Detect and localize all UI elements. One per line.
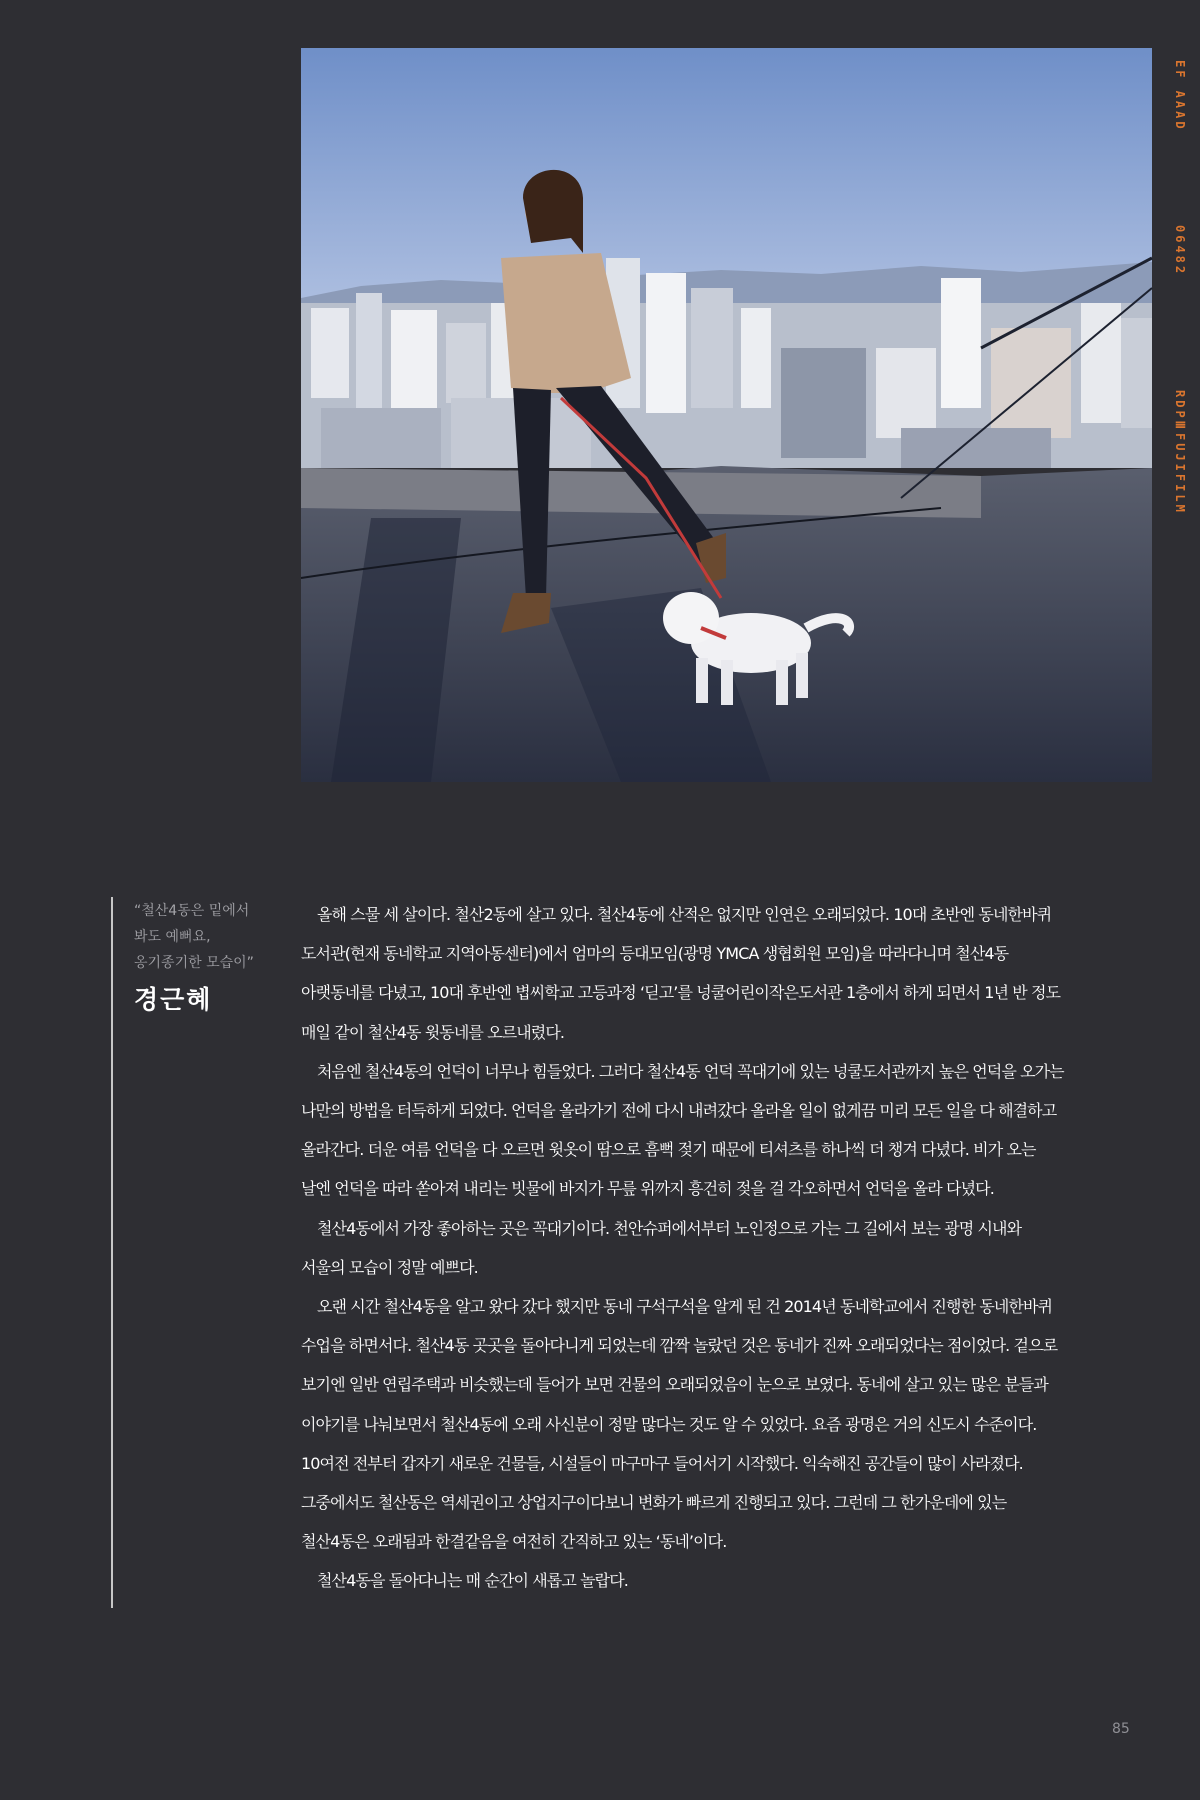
- film-frame-number: 06482: [1173, 225, 1187, 277]
- article-line: 철산4동에서 가장 좋아하는 곳은 꼭대기이다. 천안슈퍼에서부터 노인정으로 가는 그 길에서 보는 광명 시내와: [317, 1218, 1022, 1238]
- article-line: 나만의 방법을 터득하게 되었다. 언덕을 올라가기 전에 다시 내려갔다 올라올 일이 없게끔 미리 모든 일을 다 해결하고: [301, 1101, 1057, 1121]
- article-line: 철산4동은 오래됨과 한결같음을 여전히 간직하고 있는 ‘동네’이다.: [301, 1532, 727, 1552]
- article-line: 오랜 시간 철산4동을 알고 왔다 갔다 했지만 동네 구석구석을 알게 된 건 2014년 동네학교에서 진행한 동네한바퀴: [317, 1297, 1053, 1317]
- article-line: 처음엔 철산4동의 언덕이 너무나 힘들었다. 그러다 철산4동 언덕 꼭대기에 있는 넝쿨도서관까지 높은 언덕을 오가는: [317, 1061, 1064, 1081]
- article-body: [301, 895, 1156, 1601]
- film-brand: FUJIFILM: [1173, 433, 1187, 515]
- article-line: 10여전 전부터 갑자기 새로운 건물들, 시설들이 마구마구 들어서기 시작했다. 익숙해진 공간들이 많이 사라졌다.: [301, 1453, 1023, 1473]
- page-number: 85: [1112, 1721, 1130, 1737]
- article-paragraph: [301, 1287, 1156, 1561]
- photo-city-skyline: [301, 258, 1152, 468]
- article-paragraph: [301, 895, 1156, 1052]
- side-rule: [111, 897, 113, 1608]
- article-line: 올라간다. 더운 여름 언덕을 다 오르면 윗옷이 땀으로 흠뻑 젖기 때문에 티셔츠를 하나씩 더 챙겨 다녔다. 비가 오는: [301, 1140, 1036, 1160]
- pull-quote-line: 봐도 예뻐요,: [134, 929, 211, 945]
- article-line: 서울의 모습이 정말 예쁘다.: [301, 1257, 478, 1277]
- article-paragraph: [301, 1052, 1156, 1209]
- article-line: 보기엔 일반 연립주택과 비슷했는데 들어가 보면 건물의 오래되었음이 눈으로 보였다. 동네에 살고 있는 많은 분들과: [301, 1375, 1048, 1395]
- article-line: 올해 스물 세 살이다. 철산2동에 살고 있다. 철산4동에 산적은 없지만 인연은 오래되었다. 10대 초반엔 동네한바퀴: [317, 905, 1052, 924]
- article-paragraph: [301, 1209, 1156, 1287]
- interviewee-name: 경근혜: [134, 985, 213, 1014]
- film-edge-mark: EF AAAD: [1173, 60, 1187, 132]
- pull-quote: [134, 898, 284, 976]
- film-edge-markings: [1160, 60, 1187, 530]
- article-line: 그중에서도 철산동은 역세권이고 상업지구이다보니 변화가 빠르게 진행되고 있다. 그런데 그 한가운데에 있는: [301, 1493, 1007, 1513]
- pull-quote-line: “철산4동은 밑에서: [134, 903, 250, 919]
- film-code: RDPⅢ: [1173, 390, 1187, 432]
- pull-quote-line: 옹기종기한 모습이”: [134, 955, 254, 971]
- article-line: 아랫동네를 다녔고, 10대 후반엔 볍씨학교 고등과정 ‘딛고’를 넝쿨어린이작은도서관 1층에서 하게 되면서 1년 반 정도: [301, 983, 1061, 1003]
- article-line: 수업을 하면서다. 철산4동 곳곳을 돌아다니게 되었는데 깜짝 놀랐던 것은 동네가 진짜 오래되었다는 점이었다. 겉으로: [301, 1336, 1058, 1356]
- article-line: 도서관(현재 동네학교 지역아동센터)에서 엄마의 등대모임(광명 YMCA 생협회원 모임)을 따라다니며 철산4동: [301, 944, 1009, 964]
- article-line: 철산4동을 돌아다니는 매 순간이 새롭고 놀랍다.: [317, 1571, 628, 1591]
- article-line: 날엔 언덕을 따라 쏟아져 내리는 빗물에 바지가 무릎 위까지 흥건히 젖을 걸 각오하면서 언덕을 올라 다녔다.: [301, 1179, 994, 1199]
- article-line: 이야기를 나눠보면서 철산4동에 오래 사신분이 정말 많다는 것도 알 수 있었다. 요즘 광명은 거의 신도시 수준이다.: [301, 1414, 1037, 1434]
- article-paragraph: [301, 1561, 1156, 1600]
- rooftop-photo: [301, 48, 1152, 782]
- article-line: 매일 같이 철산4동 윗동네를 오르내렸다.: [301, 1022, 565, 1042]
